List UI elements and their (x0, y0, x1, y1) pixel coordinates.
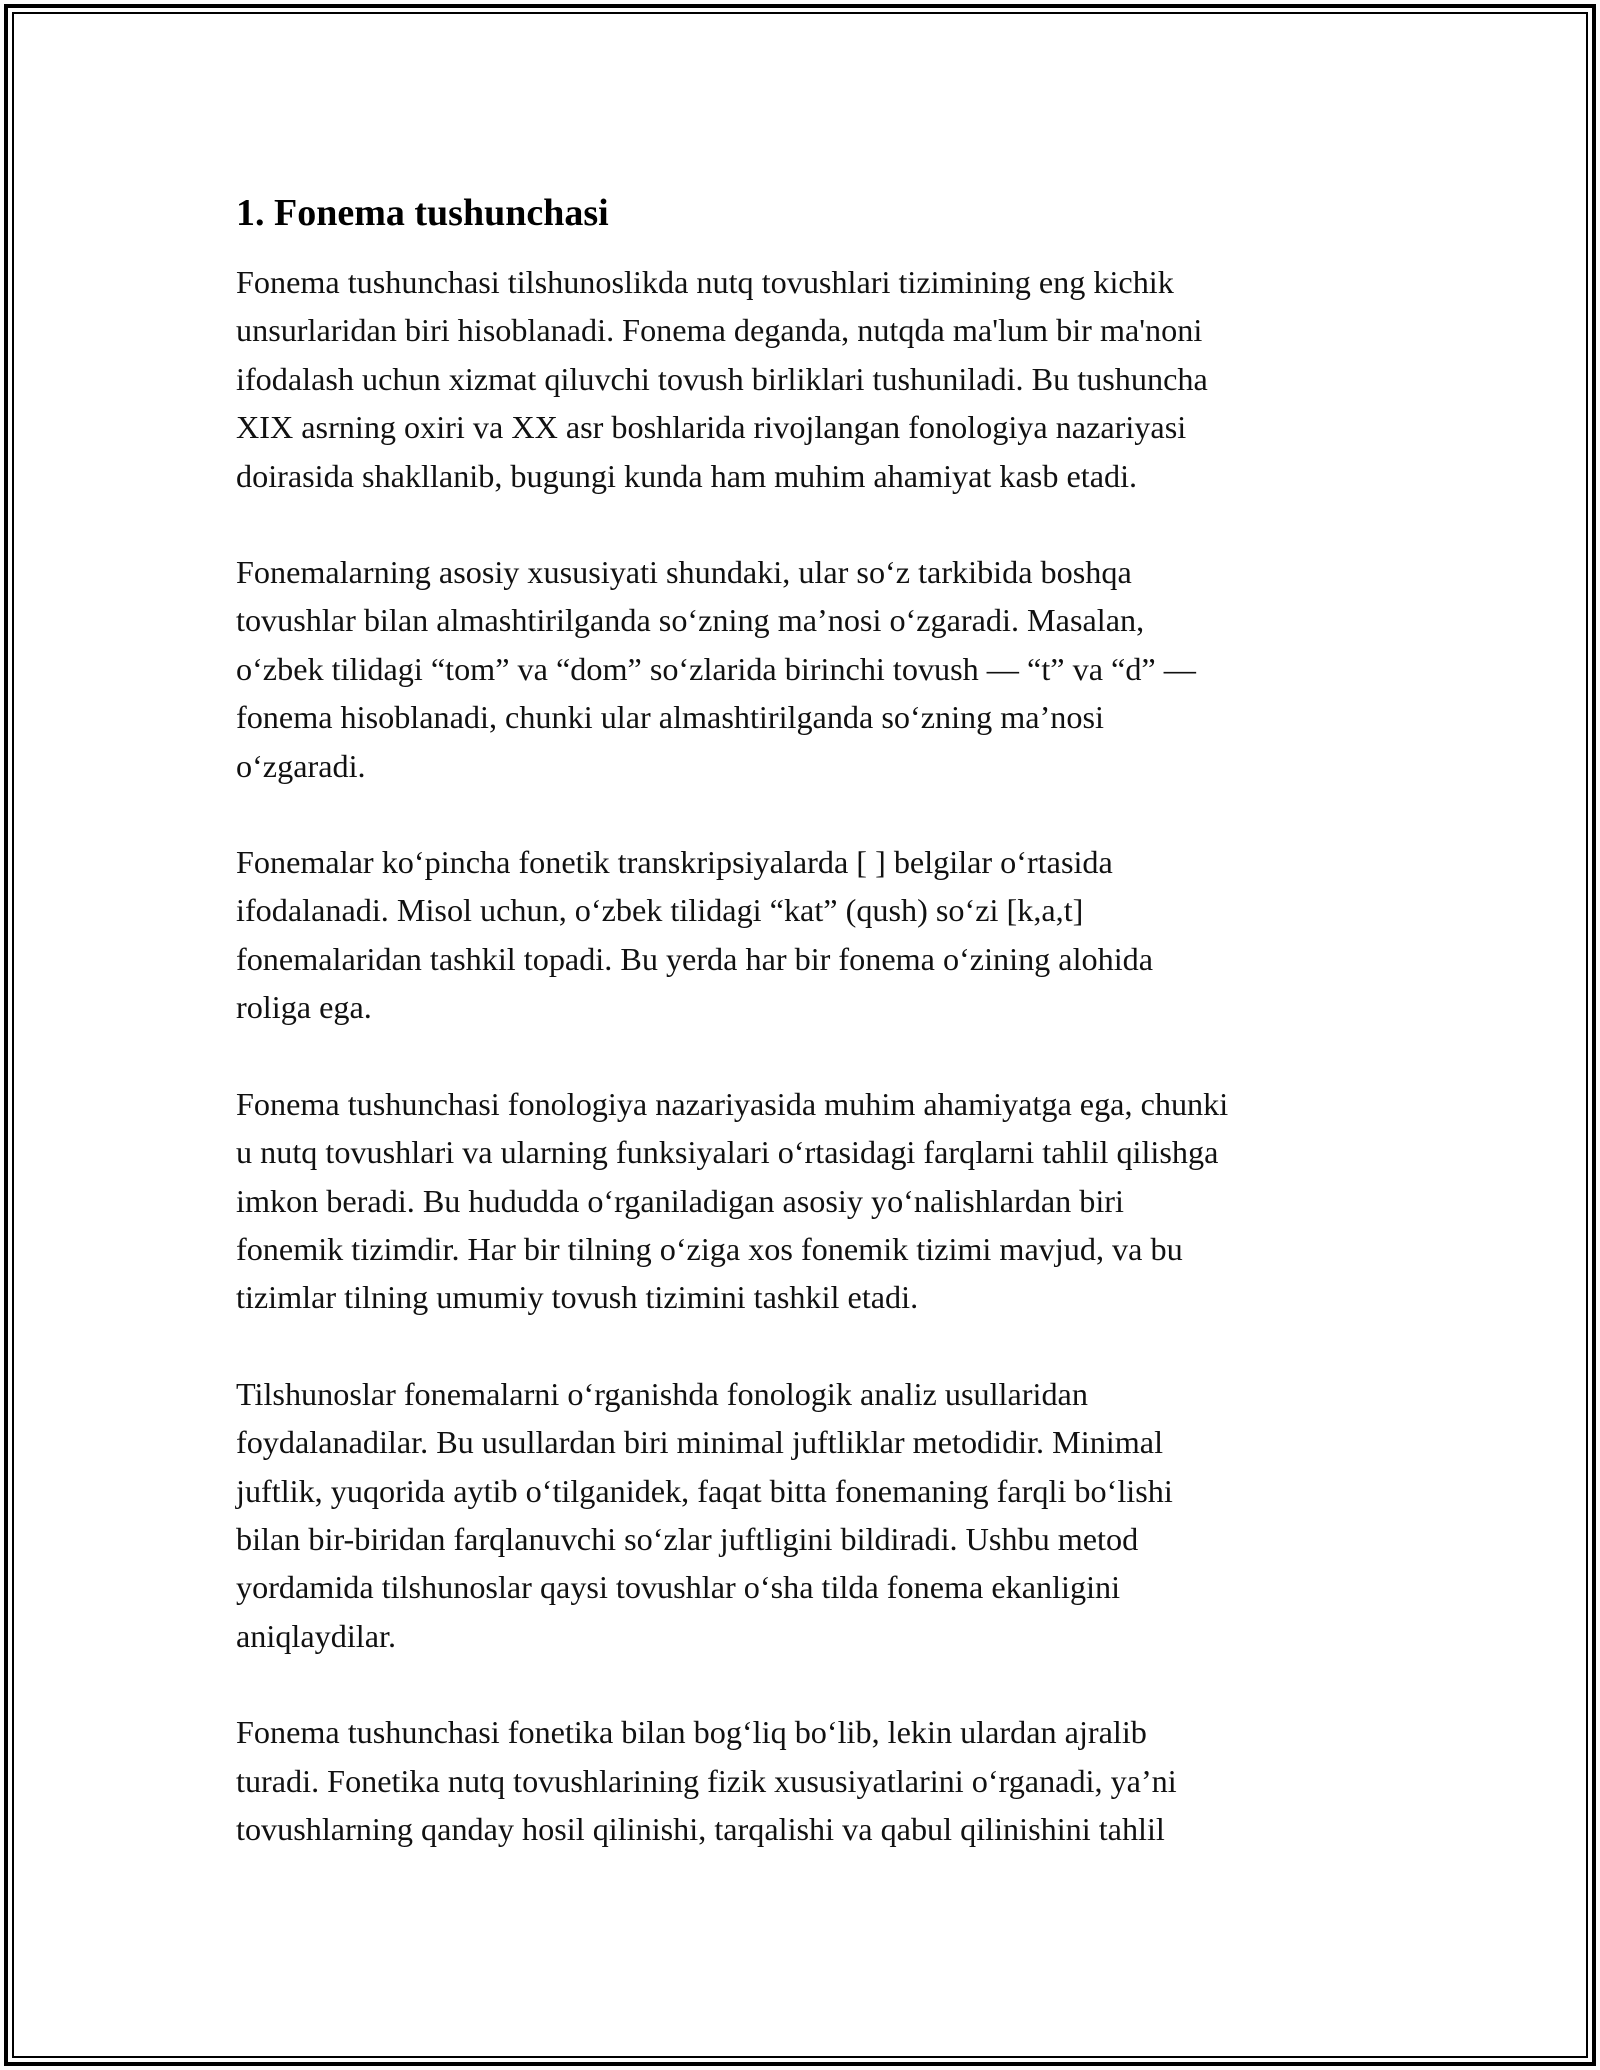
paragraph-line: Fonemalarning asosiy xususiyati shundaki, ular so‘z tarkibida boshqa (236, 554, 1132, 591)
paragraph-line: Fonema tushunchasi fonologiya nazariyasida muhim ahamiyatga ega, chunki (236, 1085, 1229, 1122)
paragraph-line: fonemalaridan tashkil topadi. Bu yerda har bir fonema o‘zining alohida (236, 940, 1154, 977)
paragraph-line: imkon beradi. Bu hududda o‘rganiladigan asosiy yo‘nalishlardan biri (236, 1182, 1124, 1219)
paragraph-line: bilan bir-biridan farqlanuvchi so‘zlar juftligini bildiradi. Ushbu metod (236, 1520, 1139, 1557)
document-body (236, 188, 1376, 1901)
paragraph-line: yordamida tilshunoslar qaysi tovushlar o‘sha tilda fonema ekanligini (236, 1569, 1121, 1606)
paragraph-line: Tilshunoslar fonemalarni o‘rganishda fonologik analiz usullaridan (236, 1375, 1088, 1412)
paragraph-line: unsurlaridan biri hisoblanadi. Fonema deganda, nutqda ma'lum bir ma'noni (236, 312, 1203, 349)
paragraph (236, 838, 1376, 1032)
paragraph-line: tovushlarning qanday hosil qilinishi, tarqalishi va qabul qilinishini tahlil (236, 1810, 1165, 1847)
paragraph-line: Fonemalar ko‘pincha fonetik transkripsiyalarda [ ] belgilar o‘rtasida (236, 844, 1113, 881)
paragraph-line: fonema hisoblanadi, chunki ular almashtirilganda so‘zning ma’nosi (236, 699, 1104, 736)
paragraph-line: aniqlaydilar. (236, 1617, 396, 1654)
paragraph (236, 1370, 1376, 1660)
paragraph-line: juftlik, yuqorida aytib o‘tilganidek, faqat bitta fonemaning farqli bo‘lishi (236, 1472, 1173, 1509)
paragraph-line: ifodalash uchun xizmat qiluvchi tovush birliklari tushuniladi. Bu tushuncha (236, 360, 1208, 397)
paragraph (236, 1080, 1376, 1322)
paragraph-line: tovushlar bilan almashtirilganda so‘zning ma’nosi o‘zgaradi. Masalan, (236, 602, 1145, 639)
paragraph-line: ifodalanadi. Misol uchun, o‘zbek tilidagi “kat” (qush) so‘zi [k,a,t] (236, 892, 1084, 929)
paragraph-line: doirasida shakllanib, bugungi kunda ham muhim ahamiyat kasb etadi. (236, 457, 1138, 494)
paragraph-line: XIX asrning oxiri va XX asr boshlarida rivojlangan fonologiya nazariyasi (236, 409, 1187, 446)
paragraph-line: Fonema tushunchasi tilshunoslikda nutq tovushlari tizimining eng kichik (236, 264, 1174, 300)
paragraph-line: Fonema tushunchasi fonetika bilan bog‘liq bo‘lib, lekin ulardan ajralib (236, 1714, 1147, 1751)
paragraph (236, 548, 1376, 790)
paragraph-line: roliga ega. (236, 989, 372, 1026)
paragraph-line: foydalanadilar. Bu usullardan biri minimal juftliklar metodidir. Minimal (236, 1424, 1164, 1461)
paragraph-line: turadi. Fonetika nutq tovushlarining fizik xususiyatlarini o‘rganadi, ya’ni (236, 1762, 1177, 1799)
paragraph-line: tizimlar tilning umumiy tovush tizimini tashkil etadi. (236, 1279, 919, 1316)
paragraph-line: fonemik tizimdir. Har bir tilning o‘ziga xos fonemik tizimi mavjud, va bu (236, 1230, 1183, 1267)
paragraph (236, 258, 1376, 500)
paragraph-line: u nutq tovushlari va ularning funksiyalari o‘rtasidagi farqlarni tahlil qilishga (236, 1134, 1219, 1171)
paragraphs-container (236, 258, 1376, 1853)
section-heading: 1. Fonema tushunchasi (236, 192, 609, 234)
paragraph-line: o‘zbek tilidagi “tom” va “dom” so‘zlarida birinchi tovush — “t” va “d” — (236, 650, 1196, 687)
paragraph (236, 1708, 1376, 1853)
paragraph-line: o‘zgaradi. (236, 747, 366, 784)
